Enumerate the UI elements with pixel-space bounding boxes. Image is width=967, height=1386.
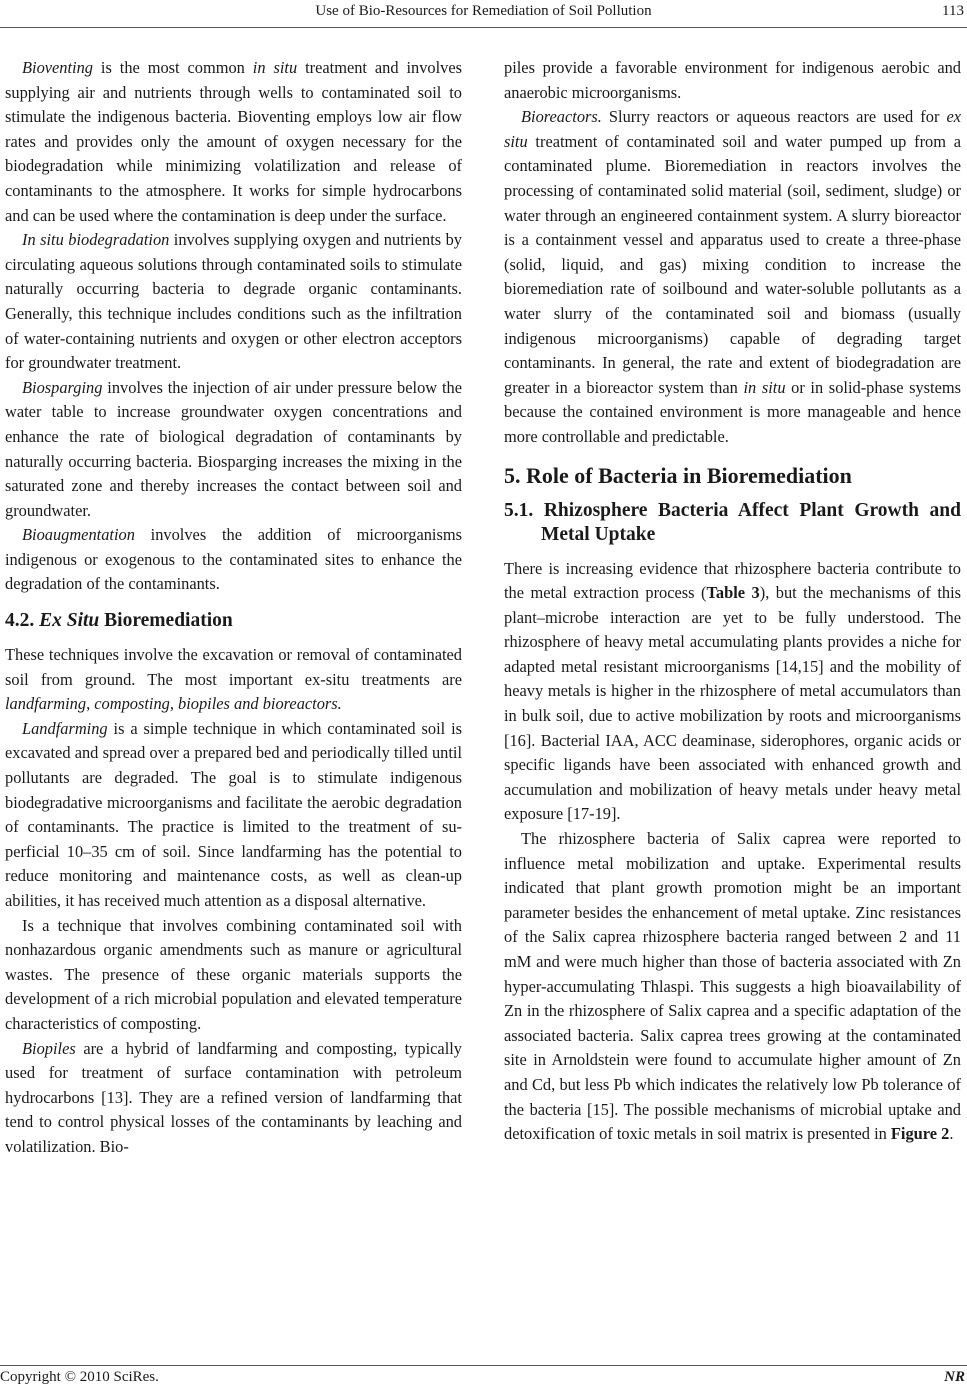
figure-2-reference: Figure 2 bbox=[890, 1124, 950, 1144]
term-bioreactors: Bioreactors. bbox=[521, 107, 602, 127]
section-heading-4-2: 4.2. Ex Situ Bioremediation bbox=[5, 610, 233, 632]
running-header bbox=[0, 0, 967, 22]
right-column bbox=[504, 56, 961, 1147]
table-3-reference: Table 3 bbox=[706, 583, 760, 603]
section-heading-5: 5. Role of Bacteria in Bioremediation bbox=[504, 462, 852, 488]
paragraph-biosparging: Biosparging involves the injection of air under pressure below the water table to increase groundwater oxygen concentrations and enhance the rate of biological degradation of contaminants by naturally occurring bacteria. Biosparging increases the mixing in the saturated zone and thereby increases the contact between soil and groundwater. bbox=[5, 377, 462, 520]
paragraph-bioaugmentation: Bioaugmentation involves the addition of microorganisms indigenous or exogenous to the contaminated sites to enhance the degradation of the contaminants. bbox=[5, 525, 462, 594]
term-bioventing: Bioventing bbox=[22, 58, 94, 77]
term-biopiles: Biopiles bbox=[22, 1038, 76, 1058]
paragraph-bioreactors: Bioreactors. Slurry reactors or aqueous reactors are used for ex situ treatment of contaminated soil and water pumped up from a contaminated plume. Bioremediation in reactors involves the processing of contaminated solid material (soil, sediment, sludge) or water through an engineered containment system. A slurry bioreactor is a containment vessel and apparatus used to create a three-phase (solid, liquid, and gas) mixing condition to increase the bioremediation rate of soilbound and water-soluble pollutants as a water slurry of the contaminated soil and biomass (usually indigenous microorganisms) capable of degrading target contaminants. In general, the rate and extent of biodegradation are greater in a bioreactor system than in situ or in solid-phase systems because the contained environment is more manageable and hence more controllable and predictable. bbox=[504, 107, 962, 446]
footer-rule bbox=[0, 1365, 967, 1366]
term-bioaugmentation: Bioaugmentation bbox=[22, 525, 135, 545]
paragraph-composting: Is a technique that involves combining contaminated soil with nonhazardous organic amendments such as manure or agricultural wastes. The presence of these organic materials supports the development of a rich microbial population and elevated temperature characteristics of composting. bbox=[5, 915, 462, 1033]
journal-abbreviation: NR bbox=[944, 1369, 965, 1385]
term-biosparging: Biosparging bbox=[22, 377, 103, 397]
paragraph-in-situ-biodegradation: In situ biodegradation involves supplying oxygen and nutrients by circulating aqueous solutions through contaminated soils to stimulate naturally occurring bacteria to degrade organic contaminants. Generally, this technique includes conditions such as the infiltration of water-containing nutrients and oxygen or other electron acceptors for groundwater treatment. bbox=[5, 230, 462, 373]
left-column bbox=[5, 56, 462, 1160]
header-rule bbox=[0, 27, 967, 28]
paragraph-ex-situ-intro: These techniques involve the excavation or removal of contaminated soil from ground. The most important ex-situ treatments are landfarming, composting, biopiles and bioreactors. bbox=[5, 645, 462, 714]
page-footer bbox=[0, 1368, 967, 1386]
paragraph-rhizosphere-evidence: There is increasing evidence that rhizosphere bacteria contribute to the metal extraction process (Table 3), but the mechanisms of this plant–microbe interaction are yet to be fully understood. The rhizosphere of heavy metal accumulating plants provides a niche for adapted metal resistant microorganisms [14,15] and the mobility of heavy metals is higher in the rhizosphere of metal accumulators than in bulk soil, due to active mobilization by roots and microorganisms [16]. Bacterial IAA, ACC deaminase, siderophores, organic acids or specific ligands have been associated with enhanced growth and accumulation and mobilization of heavy metals under heavy metal exposure [17-19]. bbox=[504, 558, 961, 824]
term-in-situ-biodegradation: In situ biodegradation bbox=[22, 230, 170, 250]
paragraph-biopiles: Biopiles are a hybrid of landfarming and composting, typically used for treatment of surface contamination with petroleum hydrocarbons [13]. They are a refined version of landfarming that tend to control physical losses of the contaminants by leaching and volatilization. Bio- bbox=[5, 1038, 462, 1156]
paragraph-biopiles-continued: piles provide a favorable environment for indigenous aerobic and anaerobic microorganisms. bbox=[504, 58, 961, 102]
section-heading-5-1: 5.1. Rhizosphere Bacteria Affect Plant Growth and Metal Uptake bbox=[504, 499, 961, 545]
paragraph-bioventing: Bioventing is the most common in situ treatment and involves supplying air and nutrients through wells to contaminated soil to stimulate the indigenous bacteria. Bioventing employs low air flow rates and provides only the amount of oxygen necessary for the biodegradation while minimizing volatilization and release of contaminants to the atmosphere. It works for simple hydrocarbons and can be used where the contamination is deep under the surface. bbox=[5, 58, 463, 225]
page-number: 113 bbox=[942, 3, 964, 19]
copyright-notice: Copyright © 2010 SciRes. bbox=[0, 1369, 159, 1385]
running-title: Use of Bio-Resources for Remediation of Soil Pollution bbox=[315, 3, 652, 19]
paragraph-landfarming: Landfarming is a simple technique in which contaminated soil is excavated and spread over a prepared bed and periodically tilled until pollutants are degraded. The goal is to stimulate indigenous biodegradative microorganisms and facilitate the aerobic degradation of contaminants. The practice is limited to the treatment of superficial 10–35 cm of soil. Since landfarming has the potential to reduce monitoring and maintenance costs, as well as clean-up abilities, it has received much attention as a disposal alternative. bbox=[5, 718, 462, 910]
paragraph-salix-caprea: The rhizosphere bacteria of Salix caprea were reported to influence metal mobilization and uptake. Experimental results indicated that plant growth promotion might be an important parameter besides the enhancement of metal uptake. Zinc resistances of the Salix caprea rhizosphere bacteria ranged between 2 and 11 mM and were much higher than those of bacteria associated with Zn hyper-accumulating Thlaspi. This suggests a high bioavailability of Zn in the rhizosphere of Salix caprea and a specific adaptation of the associated bacteria. Salix caprea trees growing at the contaminated site in Arnoldstein were found to accumulate higher amount of Zn and Cd, but less Pb which indicates the relatively low Pb tolerance of the bacteria [15]. The possible mechanisms of microbial uptake and detoxification of toxic metals in soil matrix is presented in Figure 2. bbox=[504, 829, 961, 1144]
term-landfarming: Landfarming bbox=[22, 718, 108, 738]
